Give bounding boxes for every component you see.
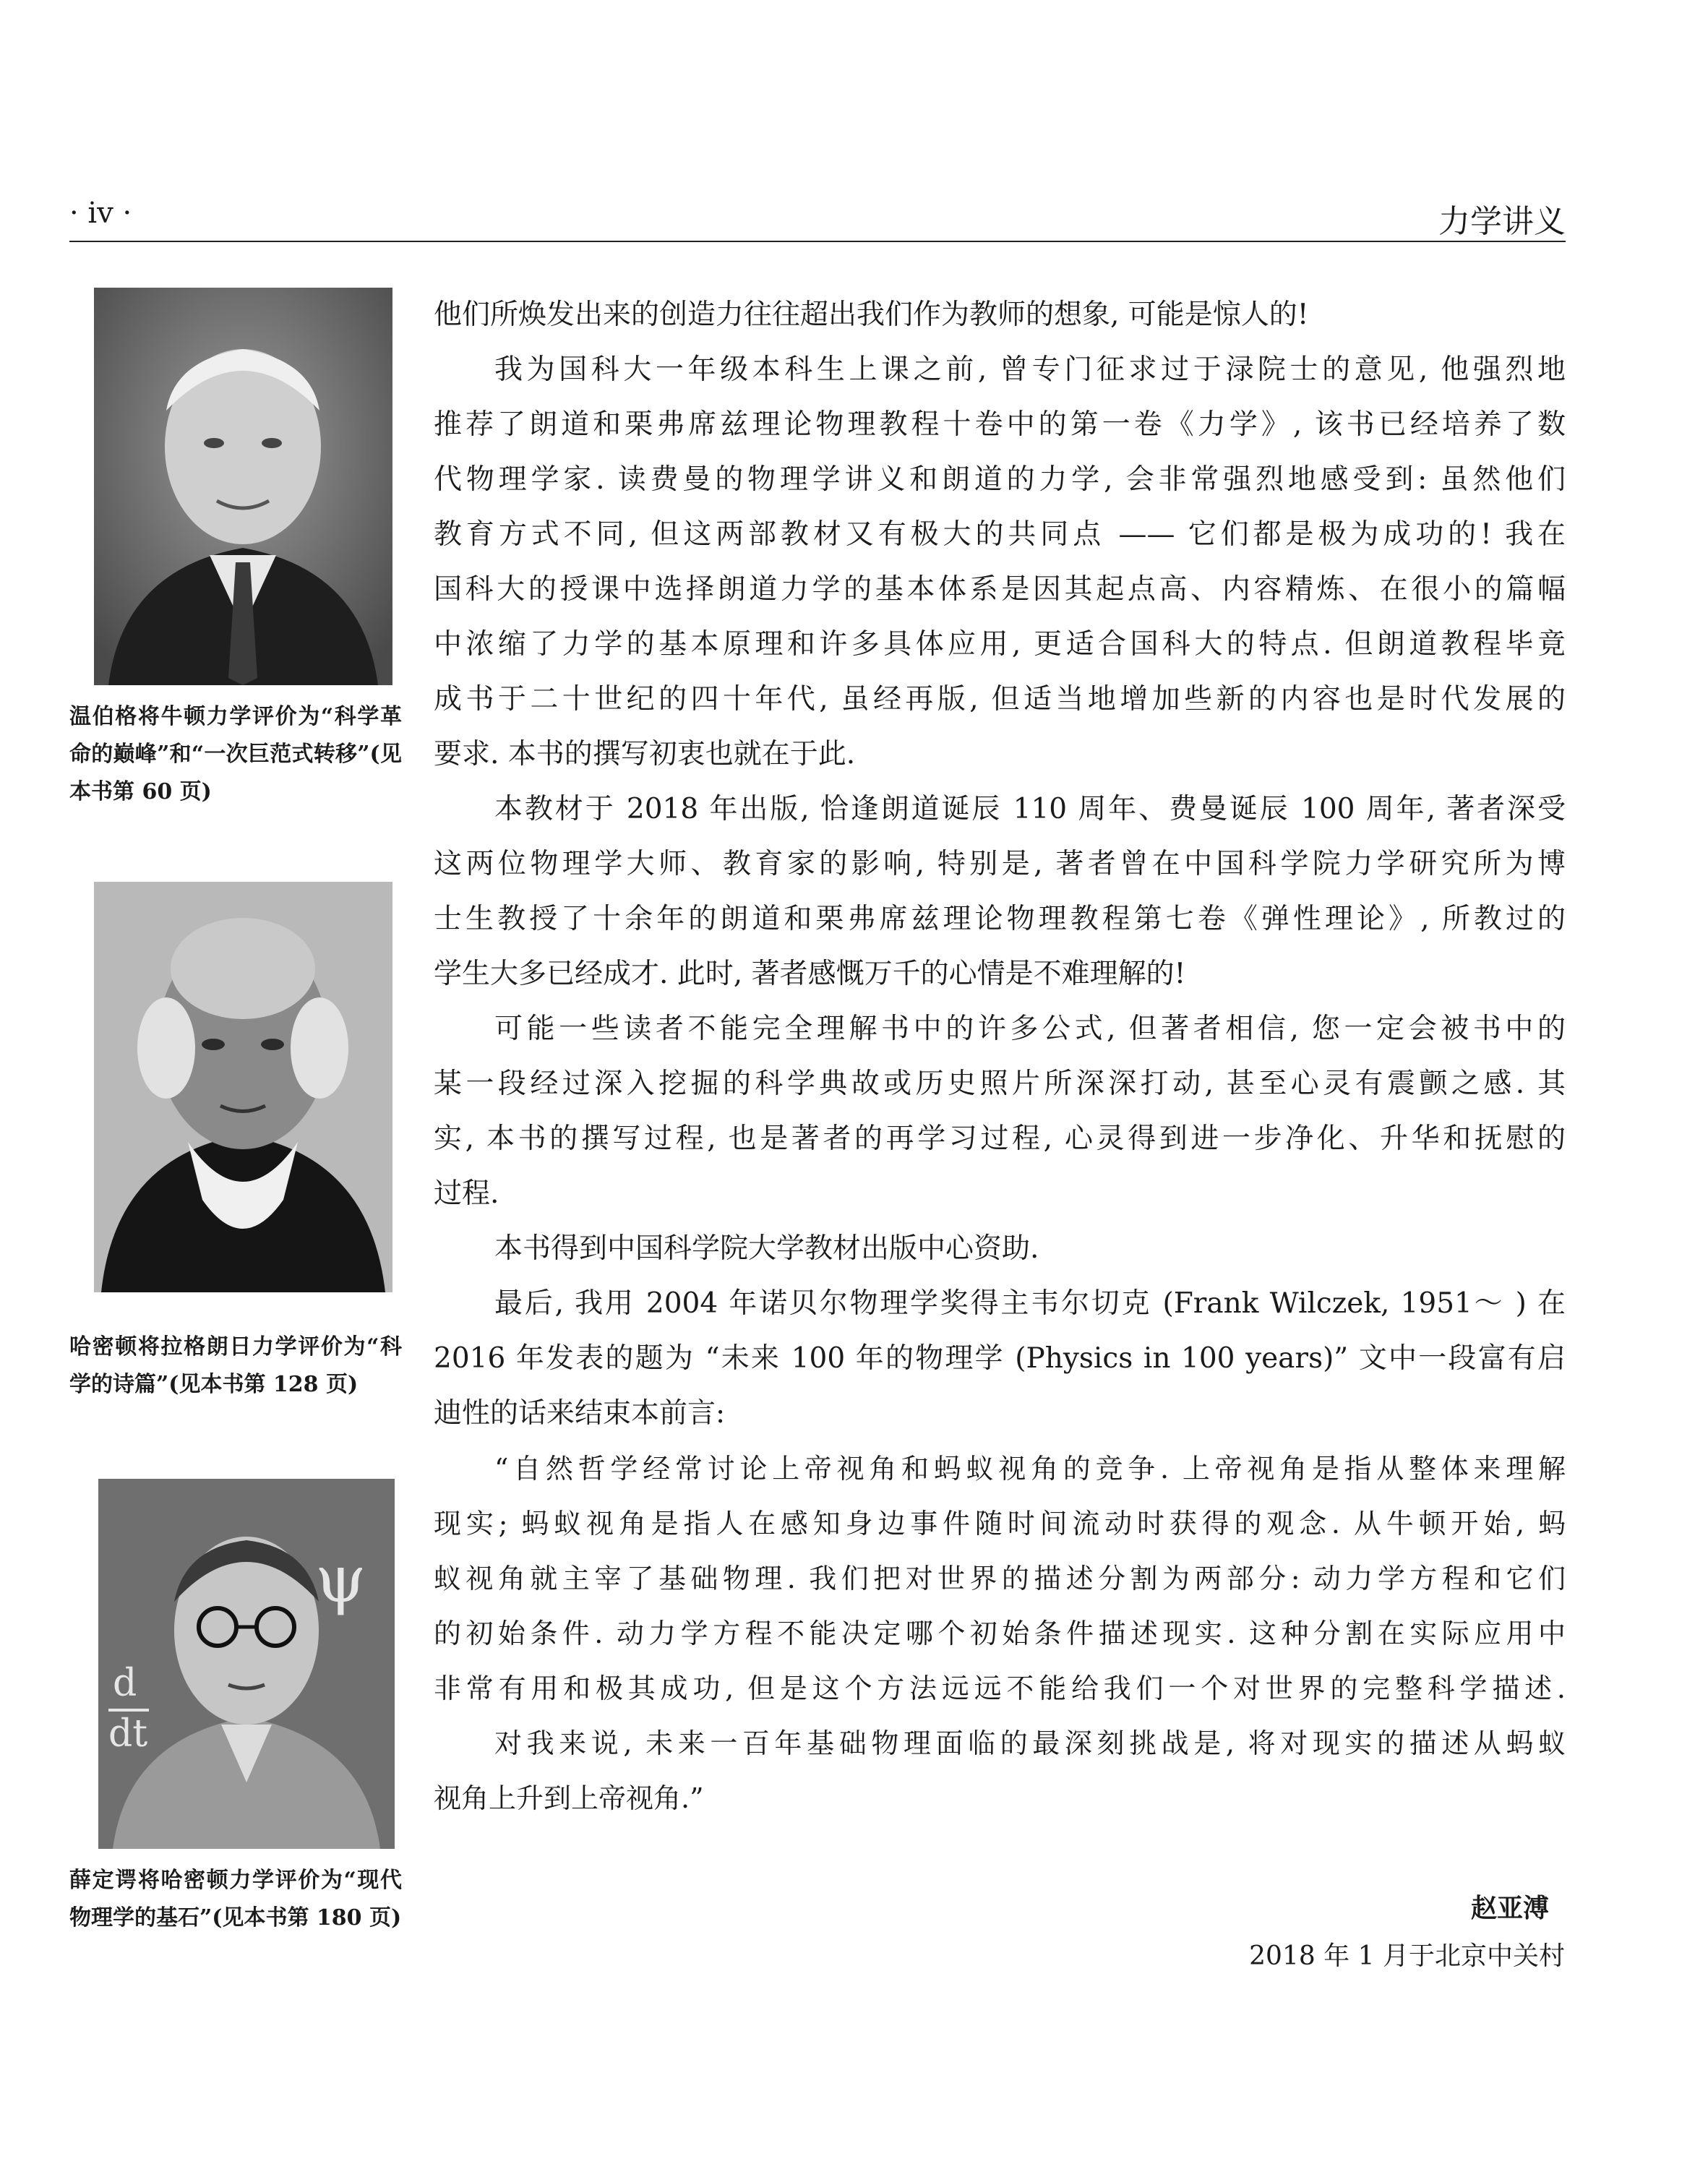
text-line: 实, 本书的撰写过程, 也是著者的再学习过程, 心灵得到进一步净化、升华和抚慰的 bbox=[434, 1122, 1566, 1155]
svg-text:d: d bbox=[113, 1662, 137, 1705]
quote-line: 蚁视角就主宰了基础物理. 我们把对世界的描述分割为两部分: 动力学方程和它们 bbox=[434, 1563, 1566, 1594]
svg-text:dt: dt bbox=[108, 1712, 148, 1756]
quote-line: 非常有用和极其成功, 但是这个方法远远不能给我们一个对世界的完整科学描述. bbox=[434, 1673, 1566, 1704]
caption-schrodinger: 薛定谔将哈密顿力学评价为“现代物理学的基石”(见本书第 180 页) bbox=[69, 1868, 402, 1931]
text-line: 过程. bbox=[434, 1177, 499, 1210]
svg-text:ψ: ψ bbox=[315, 1542, 366, 1618]
quote-line: 的初始条件. 动力学方程不能决定哪个初始条件描述现实. 这种分割在实际应用中 bbox=[434, 1618, 1566, 1649]
text-line: 成书于二十世纪的四十年代, 虽经再版, 但适当地增加些新的内容也是时代发展的 bbox=[434, 683, 1566, 716]
text-line: 最后, 我用 2004 年诺贝尔物理学奖得主韦尔切克 (Frank Wilczek, 1951～ ) 在 bbox=[494, 1287, 1566, 1320]
text-line: 士生教授了十余年的朗道和栗弗席兹理论物理教程第七卷《弹性理论》, 所教过的 bbox=[434, 903, 1566, 935]
text-line: 本教材于 2018 年出版, 恰逢朗道诞辰 110 周年、费曼诞辰 100 周年, 著者深受 bbox=[494, 793, 1566, 825]
text-line: 教育方式不同, 但这两部教材又有极大的共同点 —— 它们都是极为成功的! 我在 bbox=[434, 518, 1566, 551]
caption-hamilton: 哈密顿将拉格朗日力学评价为“科学的诗篇”(见本书第 128 页) bbox=[69, 1334, 402, 1397]
caption-weinberg: 温伯格将牛顿力学评价为“科学革命的巅峰”和“一次巨范式转移”(见本书第 60 页) bbox=[69, 704, 402, 804]
text-line: 2016 年发表的题为 “未来 100 年的物理学 (Physics in 100 years)” 文中一段富有启 bbox=[434, 1342, 1566, 1375]
header-rule bbox=[69, 241, 1566, 242]
text-line: 某一段经过深入挖掘的科学典故或历史照片所深深打动, 甚至心灵有震颤之感. 其 bbox=[434, 1068, 1566, 1100]
text-line: 学生大多已经成才. 此时, 著者感慨万千的心情是不难理解的! bbox=[434, 958, 1186, 990]
quote-line: 视角上升到上帝视角.” bbox=[434, 1782, 704, 1814]
preface-body bbox=[434, 288, 1566, 1826]
author-signature: 赵亚溥 bbox=[1470, 1893, 1549, 1923]
portrait-weinberg bbox=[94, 288, 392, 685]
text-line: 迪性的话来结束本前言: bbox=[434, 1397, 726, 1430]
text-line: 中浓缩了力学的基本原理和许多具体应用, 更适合国科大的特点. 但朗道教程毕竟 bbox=[434, 628, 1566, 661]
running-header bbox=[69, 189, 1566, 240]
text-line: 代物理学家. 读费曼的物理学讲义和朗道的力学, 会非常强烈地感受到: 虽然他们 bbox=[434, 463, 1566, 496]
wilczek-quote bbox=[434, 1441, 1566, 1826]
quote-line: 对我来说, 未来一百年基础物理面临的最深刻挑战是, 将对现实的描述从蚂蚁 bbox=[494, 1727, 1566, 1759]
text-line: 推荐了朗道和栗弗席兹理论物理教程十卷中的第一卷《力学》, 该书已经培养了数 bbox=[434, 408, 1566, 441]
text-line: 本书得到中国科学院大学教材出版中心资助. bbox=[494, 1232, 1039, 1265]
signature-date: 2018 年 1 月于北京中关村 bbox=[1249, 1941, 1565, 1971]
running-title: 力学讲义 bbox=[1438, 203, 1566, 240]
quote-line: 现实; 蚂蚁视角是指人在感知身边事件随时间流动时获得的观念. 从牛顿开始, 蚂 bbox=[434, 1508, 1566, 1540]
text-line: 这两位物理学大师、教育家的影响, 特别是, 著者曾在中国科学院力学研究所为博 bbox=[434, 848, 1566, 880]
portrait-hamilton bbox=[94, 882, 392, 1292]
text-line: 我为国科大一年级本科生上课之前, 曾专门征求过于渌院士的意见, 他强烈地 bbox=[494, 353, 1566, 386]
text-line: 他们所焕发出来的创造力往往超出我们作为教师的想象, 可能是惊人的! bbox=[434, 299, 1309, 331]
quote-line: “自然哲学经常讨论上帝视角和蚂蚁视角的竞争. 上帝视角是指从整体来理解 bbox=[494, 1453, 1566, 1485]
page-number: · iv · bbox=[69, 197, 132, 230]
portrait-schrodinger bbox=[98, 1479, 395, 1849]
text-line: 要求. 本书的撰写初衷也就在于此. bbox=[434, 738, 856, 770]
text-line: 可能一些读者不能完全理解书中的许多公式, 但著者相信, 您一定会被书中的 bbox=[494, 1013, 1566, 1045]
text-line: 国科大的授课中选择朗道力学的基本体系是因其起点高、内容精炼、在很小的篇幅 bbox=[434, 573, 1566, 606]
